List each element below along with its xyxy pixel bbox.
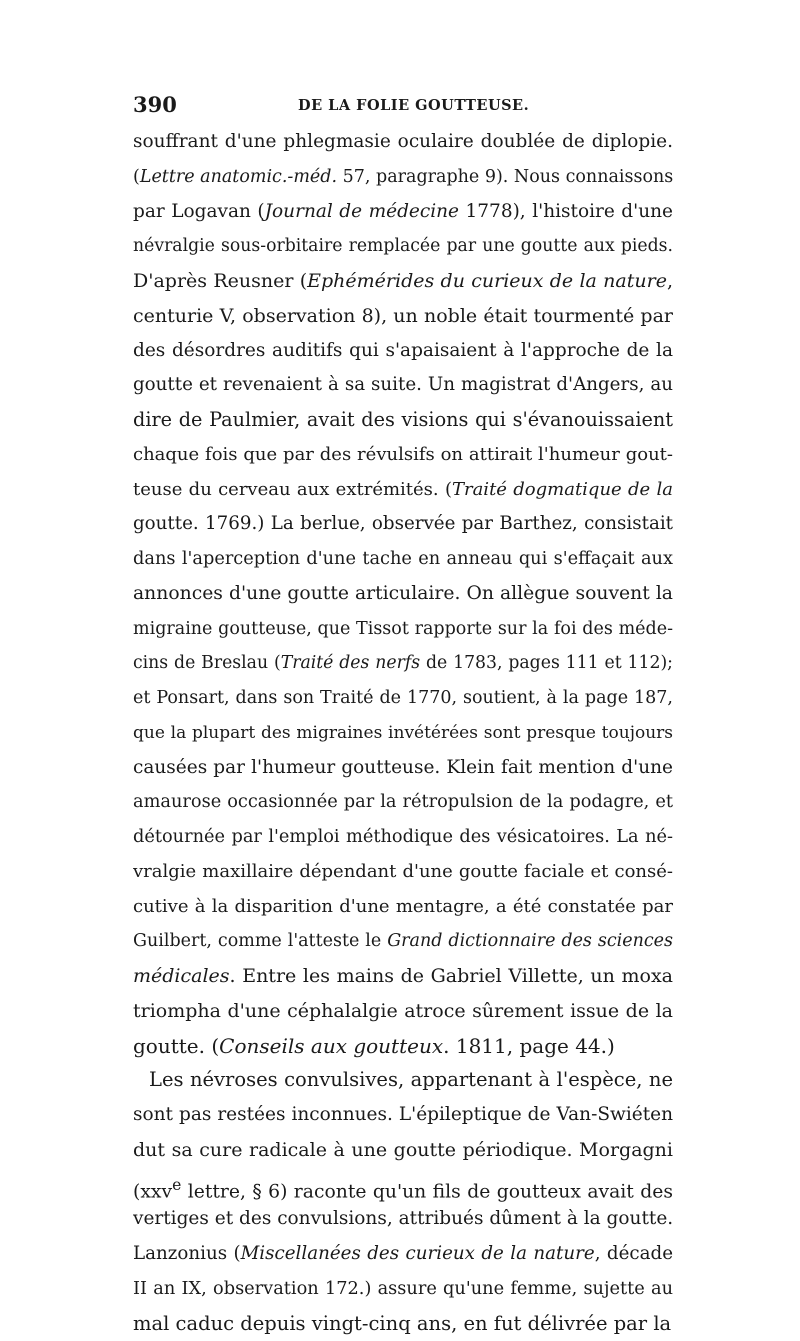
- text-line: [133, 1307, 673, 1341]
- text-run: 1778), l'histoire d'une: [459, 201, 673, 222]
- running-head: [133, 90, 673, 120]
- text-line: [133, 1029, 673, 1064]
- text-line: [133, 716, 673, 751]
- text-run: Traité des nerfs: [281, 653, 420, 673]
- text-run: Lettre anatomic.-méd.: [140, 167, 337, 187]
- text-line: [133, 855, 673, 890]
- text-run: mal caduc depuis vingt-cinq ans, en fut délivrée par la: [133, 1312, 671, 1335]
- text-line: [133, 1237, 673, 1272]
- text-run: . 1811, page 44.): [443, 1034, 615, 1058]
- text-run: 57, paragraphe 9). Nous connaissons: [337, 167, 673, 187]
- text-run: sont pas restées inconnues. L'épileptique de Van-Swiéten: [133, 1104, 673, 1125]
- text-line: [133, 195, 673, 230]
- text-run: Conseils aux goutteux: [219, 1034, 443, 1058]
- text-line: [133, 994, 673, 1029]
- text-run: des désordres auditifs qui s'apaisaient à l'approche de la: [133, 340, 673, 361]
- text-run: goutte et revenaient à sa suite. Un magistrat d'Angers, au: [133, 374, 673, 395]
- text-run: Grand dictionnaire des sciences: [387, 931, 673, 951]
- text-run: cins de Breslau (: [133, 653, 281, 673]
- text-run: (xxv: [133, 1181, 172, 1202]
- text-run: vertiges et des convulsions, attribués dûment à la goutte.: [133, 1208, 673, 1229]
- text-run: chaque fois que par des révulsifs on attirait l'humeur gout-: [133, 444, 673, 465]
- text-run: lettre, § 6) raconte qu'un fils de goutteux avait des: [181, 1181, 673, 1202]
- text-line: [133, 334, 673, 369]
- text-run: e: [172, 1176, 181, 1194]
- text-run: de 1783, pages 111 et 112);: [420, 653, 673, 673]
- text-run: Lanzonius (: [133, 1243, 241, 1264]
- text-run: Ephémérides du curieux de la nature: [307, 270, 667, 292]
- text-line: [133, 264, 673, 299]
- text-line: [133, 403, 673, 438]
- text-line: [133, 681, 673, 716]
- text-line: [133, 473, 673, 508]
- text-line: [133, 785, 673, 820]
- text-line: [133, 125, 673, 160]
- text-run: névralgie sous-orbitaire remplacée par une goutte aux pieds.: [133, 236, 673, 256]
- text-run: . Entre les mains de Gabriel Villette, un moxa: [230, 965, 673, 987]
- text-run: migraine goutteuse, que Tissot rapporte sur la foi des méde-: [133, 619, 673, 639]
- text-line: [133, 959, 673, 994]
- text-run: Guilbert, comme l'atteste le: [133, 931, 387, 951]
- text-run: dut sa cure radicale à une goutte périodique. Morgagni: [133, 1139, 673, 1161]
- text-run: causées par l'humeur goutteuse. Klein fait mention d'une: [133, 757, 673, 778]
- text-run: par Logavan (: [133, 201, 265, 222]
- text-run: Traité dogmatique de la: [452, 479, 673, 500]
- text-run: et Ponsart, dans son Traité de 1770, soutient, à la page 187,: [133, 688, 673, 708]
- text-run: cutive à la disparition d'une mentagre, a été constatée par: [133, 896, 673, 917]
- text-run: amaurose occasionnée par la rétropulsion de la podagre, et: [133, 792, 673, 812]
- text-run: Miscellanées des curieux de la nature: [241, 1243, 595, 1264]
- text-line: [133, 890, 673, 925]
- text-line: [133, 1168, 673, 1203]
- text-line: [133, 1063, 673, 1098]
- text-line: [133, 1202, 673, 1237]
- page-number: 390: [133, 90, 177, 120]
- text-run: vralgie maxillaire dépendant d'une goutte faciale et consé-: [133, 861, 673, 882]
- text-line: [133, 299, 673, 334]
- text-line: [133, 924, 673, 959]
- text-run: D'après Reusner (: [133, 270, 307, 292]
- text-line: [133, 368, 673, 403]
- text-line: [133, 577, 673, 612]
- text-run: goutte. 1769.) La berlue, observée par Barthez, consistait: [133, 513, 673, 534]
- body-text: [133, 125, 673, 1341]
- text-run: triompha d'une céphalalgie atroce sûrement issue de la: [133, 1000, 673, 1022]
- text-line: [133, 751, 673, 786]
- text-line: [133, 1272, 673, 1307]
- text-run: centurie V, observation 8), un noble était tourmenté par: [133, 305, 673, 327]
- text-run: , décade: [595, 1243, 673, 1264]
- text-run: goutte. (: [133, 1034, 219, 1058]
- text-run: (: [133, 167, 140, 187]
- running-title: DE LA FOLIE GOUTTEUSE.: [298, 92, 529, 120]
- text-line: [133, 507, 673, 542]
- text-line: [133, 646, 673, 681]
- text-run: II an IX, observation 172.) assure qu'une femme, sujette au: [133, 1279, 673, 1299]
- text-run: ,: [667, 270, 673, 292]
- text-line: [133, 612, 673, 647]
- text-line: [133, 438, 673, 473]
- text-run: Les névroses convulsives, appartenant à l'espèce, ne: [149, 1068, 673, 1091]
- text-run: médicales: [133, 965, 230, 987]
- text-run: Journal de médecine: [265, 201, 459, 222]
- text-run: annonces d'une goutte articulaire. On allègue souvent la: [133, 583, 673, 604]
- text-run: dans l'aperception d'une tache en anneau qui s'effaçait aux: [133, 549, 673, 569]
- text-run: que la plupart des migraines invétérées sont presque toujours: [133, 723, 673, 743]
- text-line: [133, 820, 673, 855]
- text-line: [133, 160, 673, 195]
- text-line: [133, 542, 673, 577]
- text-run: détournée par l'emploi méthodique des vésicatoires. La né-: [133, 827, 673, 847]
- text-line: [133, 229, 673, 264]
- text-run: dire de Paulmier, avait des visions qui s'évanouissaient: [133, 408, 673, 431]
- text-run: teuse du cerveau aux extrémités. (: [133, 479, 452, 500]
- text-run: souffrant d'une phlegmasie oculaire doublée de diplopie.: [133, 131, 673, 152]
- text-line: [133, 1098, 673, 1133]
- text-line: [133, 1133, 673, 1168]
